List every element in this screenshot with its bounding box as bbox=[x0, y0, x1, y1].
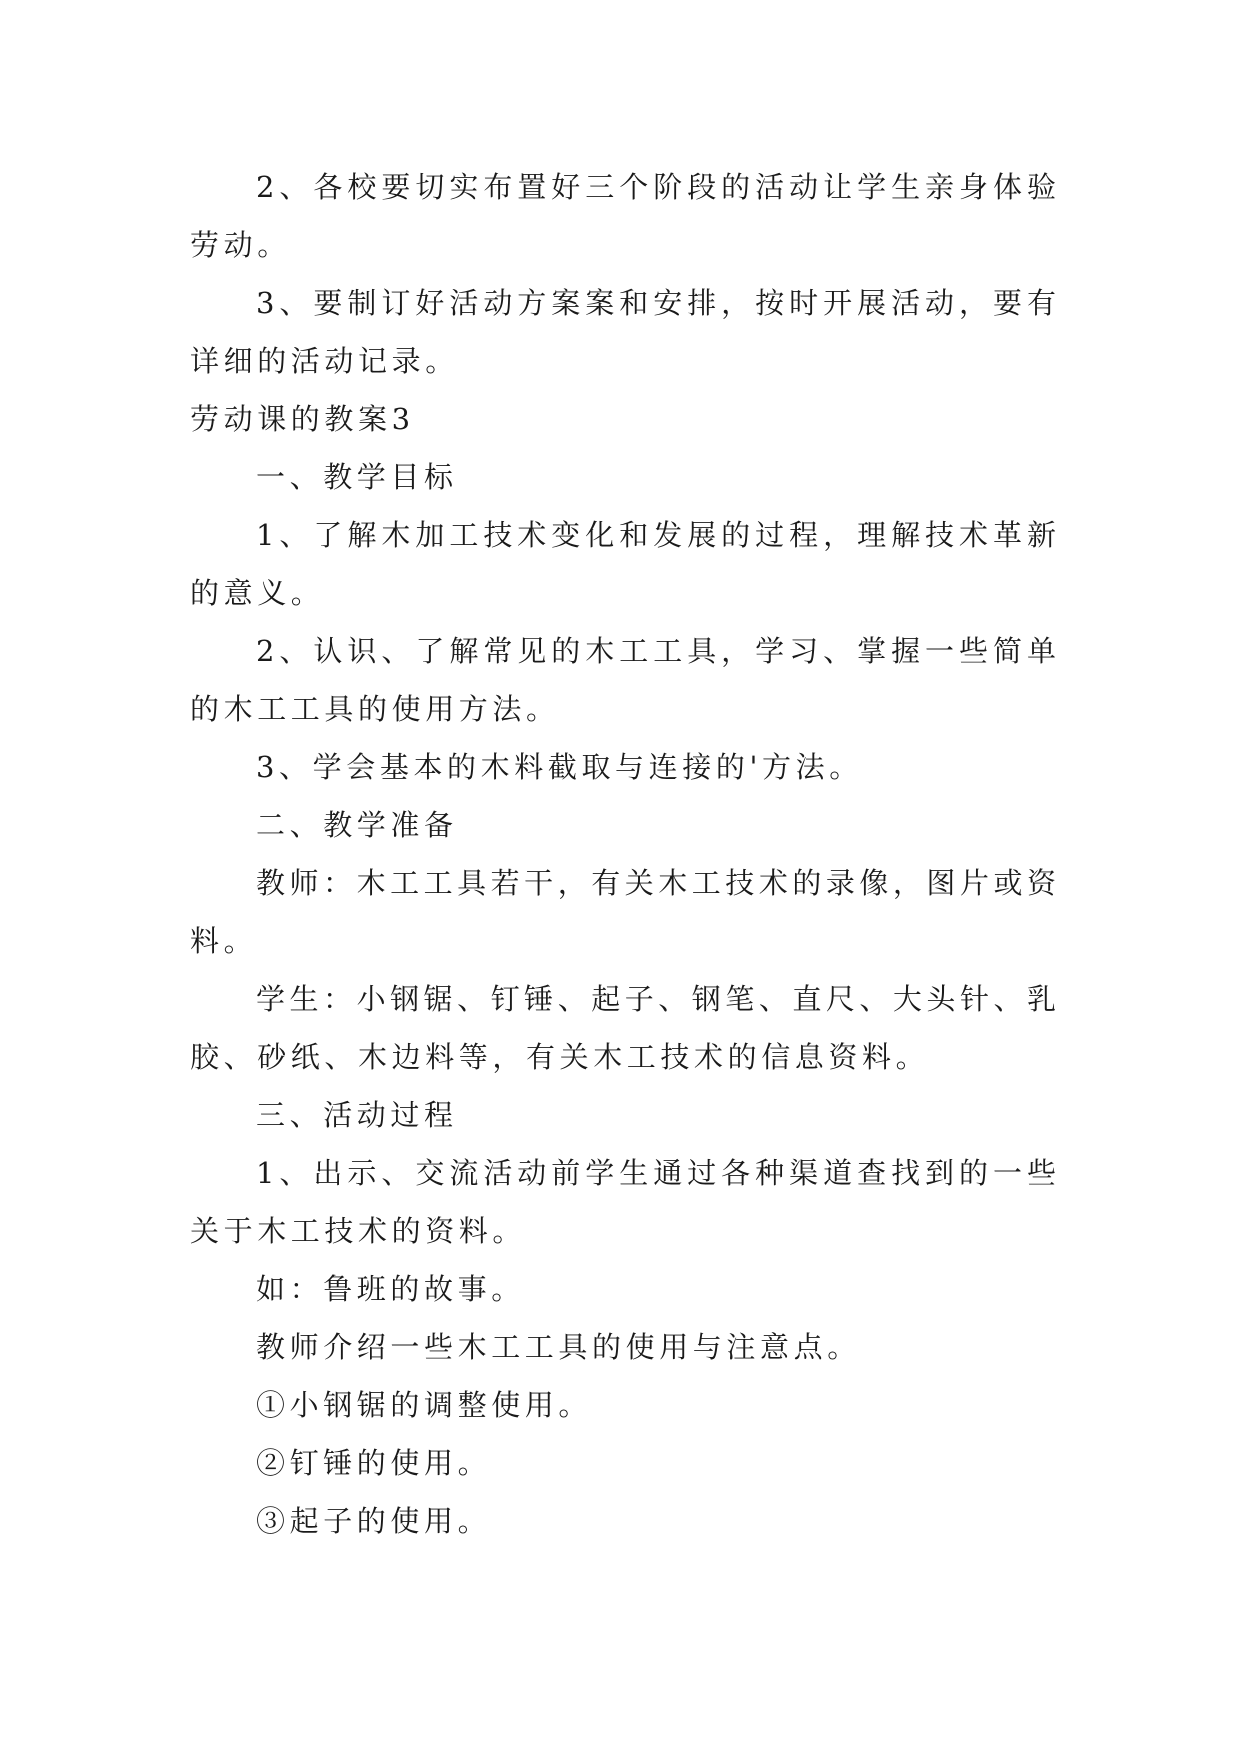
paragraph-line: 的木工工具的使用方法。 bbox=[190, 692, 560, 726]
paragraph-line: 2、各校要切实布置好三个阶段的活动让学生亲身体验 bbox=[256, 170, 1056, 204]
paragraph-line: 教师：木工工具若干，有关木工技术的录像，图片或资 bbox=[256, 866, 1056, 900]
paragraph-line: 1、了解木加工技术变化和发展的过程，理解技术革新 bbox=[256, 518, 1056, 552]
paragraph-line: 关于木工技术的资料。 bbox=[190, 1214, 527, 1248]
paragraph-line: 学生：小钢锯、钉锤、起子、钢笔、直尺、大头针、乳 bbox=[256, 982, 1056, 1016]
paragraph-line: 的意义。 bbox=[190, 576, 325, 610]
paragraph-line: 3、要制订好活动方案案和安排，按时开展活动，要有 bbox=[256, 286, 1056, 320]
paragraph-line: 详细的活动记录。 bbox=[190, 344, 459, 378]
paragraph-line: 教师介绍一些木工工具的使用与注意点。 bbox=[256, 1330, 861, 1364]
document-body bbox=[190, 158, 1056, 1550]
paragraph-line: 劳动。 bbox=[190, 228, 291, 262]
paragraph-line: 1、出示、交流活动前学生通过各种渠道查找到的一些 bbox=[256, 1156, 1056, 1190]
heading-teaching-preparation: 二、教学准备 bbox=[256, 808, 458, 842]
list-item: ①小钢锯的调整使用。 bbox=[256, 1388, 593, 1422]
paragraph-line: 3、学会基本的木料截取与连接的'方法。 bbox=[256, 750, 863, 784]
list-item: ③起子的使用。 bbox=[256, 1504, 492, 1538]
paragraph-line: 2、认识、了解常见的木工工具，学习、掌握一些简单 bbox=[256, 634, 1056, 668]
section-title: 劳动课的教案3 bbox=[190, 402, 415, 436]
heading-activity-process: 三、活动过程 bbox=[256, 1098, 458, 1132]
heading-teaching-goals: 一、教学目标 bbox=[256, 460, 458, 494]
paragraph-line: 如：鲁班的故事。 bbox=[256, 1272, 525, 1306]
list-item: ②钉锤的使用。 bbox=[256, 1446, 492, 1480]
paragraph-line: 胶、砂纸、木边料等，有关木工技术的信息资料。 bbox=[190, 1040, 930, 1074]
paragraph-line: 料。 bbox=[190, 924, 258, 958]
